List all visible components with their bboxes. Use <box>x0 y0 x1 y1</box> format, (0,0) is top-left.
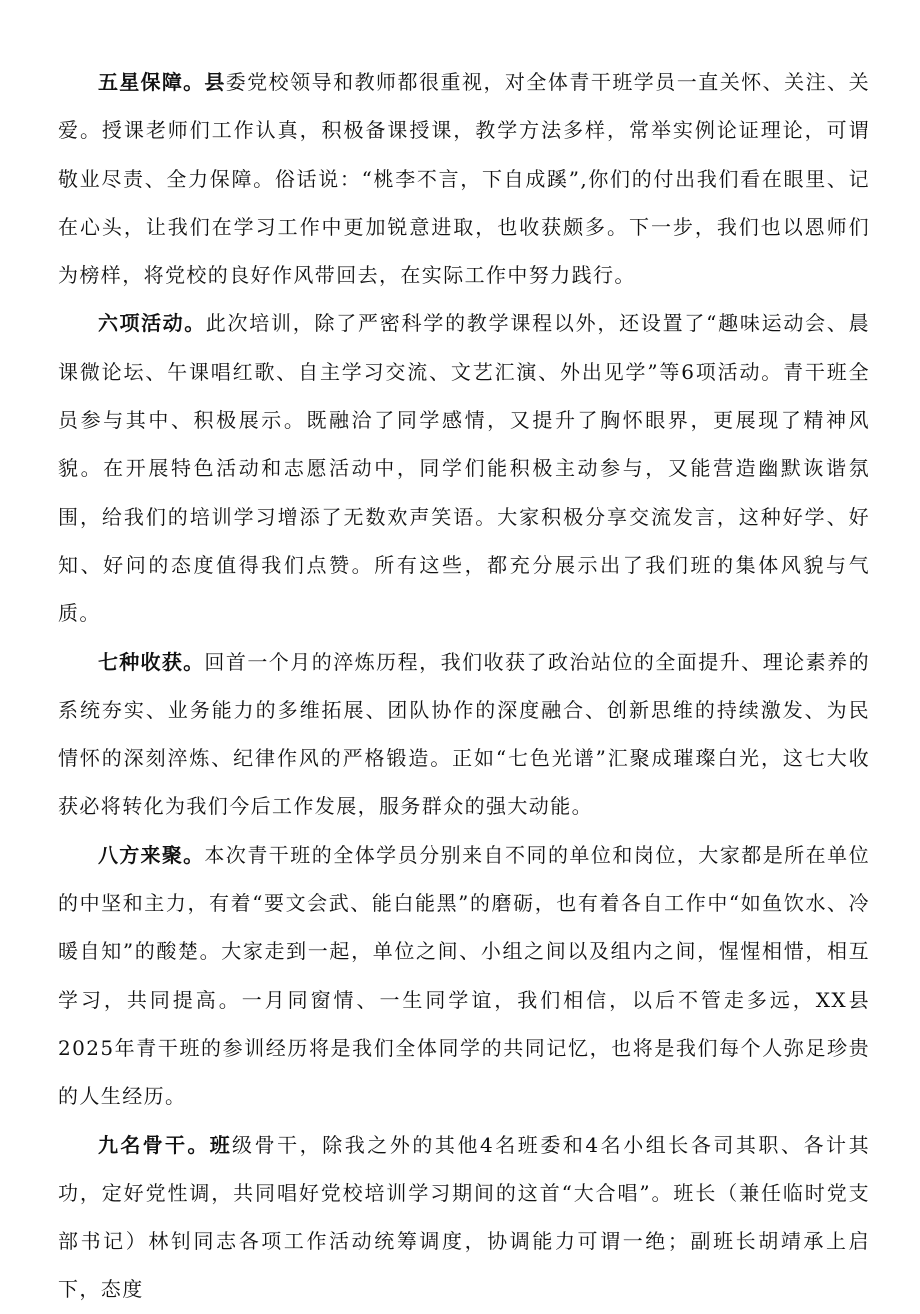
paragraph-five-star-guarantee <box>58 58 870 299</box>
paragraph-body: 此次培训，除了严密科学的教学课程以外，还设置了“趣味运动会、晨课微论坛、午课唱红歌、自主学习交流、文艺汇演、外出见学”等6项活动。青干班全员参与其中、积极展示。既融洽了同学感情，又提升了胸怀眼界，更展现了精神风貌。在开展特色活动和志愿活动中，同学们能积极主动参与，又能营造幽默诙谐氛围，给我们的培训学习增添了无数欢声笑语。大家积极分享交流发言，这种好学、好知、好问的态度值得我们点赞。所有这些，都充分展示出了我们班的集体风貌与气质。 <box>58 311 871 626</box>
paragraph-eight-directions <box>58 831 870 1121</box>
paragraph-heading: 八方来聚。 <box>98 842 205 867</box>
paragraph-body: 回首一个月的淬炼历程，我们收获了政治站位的全面提升、理论素养的系统夯实、业务能力的多维拓展、团队协作的深度融合、创新思维的持续激发、为民情怀的深刻淬炼、纪律作风的严格锻造。正如“七色光谱”汇聚成璀璨白光，这七大收获必将转化为我们今后工作发展，服务群众的强大动能。 <box>58 649 870 819</box>
paragraph-seven-gains <box>58 638 870 831</box>
paragraph-body: 委党校领导和教师都很重视，对全体青干班学员一直关怀、关注、关爱。授课老师们工作认真，积极备课授课，教学方法多样，常举实例论证理论，可谓敬业尽责、全力保障。俗话说：“桃李不言，下自成蹊”,你们的付出我们看在眼里、记在心头，让我们在学习工作中更加锐意进取，也收获颇多。下一步，我们也以恩师们为榜样，将党校的良好作风带回去，在实际工作中努力践行。 <box>58 70 871 288</box>
paragraph-heading: 七种收获。 <box>98 649 205 674</box>
document-page <box>58 58 870 1314</box>
paragraph-body: 级骨干，除我之外的其他4名班委和4名小组长各司其职、各计其功，定好党性调，共同唱好党校培训学习期间的这首“大合唱”。班长（兼任临时党支部书记）林钊同志各项工作活动统筹调度，协调能力可谓一绝；副班长胡靖承上启下，态度 <box>58 1132 870 1302</box>
paragraph-heading: 五星保障。县 <box>98 70 226 94</box>
paragraph-body: 本次青干班的全体学员分别来自不同的单位和岗位，大家都是所在单位的中坚和主力，有着“要文会武、能白能黑”的磨砺，也有着各自工作中“如鱼饮水、冷暖自知”的酸楚。大家走到一起，单位之间、小组之间以及组内之间，惺惺相惜，相互学习，共同提高。一月同窗情、一生同学谊，我们相信，以后不管走多远，XX县2025年青干班的参训经历将是我们全体同学的共同记忆，也将是我们每个人弥足珍贵的人生经历。 <box>58 842 870 1109</box>
paragraph-six-activities <box>58 299 870 637</box>
paragraph-heading: 九名骨干。班 <box>98 1132 233 1157</box>
paragraph-heading: 六项活动。 <box>98 311 206 336</box>
paragraph-nine-backbones <box>58 1121 870 1314</box>
